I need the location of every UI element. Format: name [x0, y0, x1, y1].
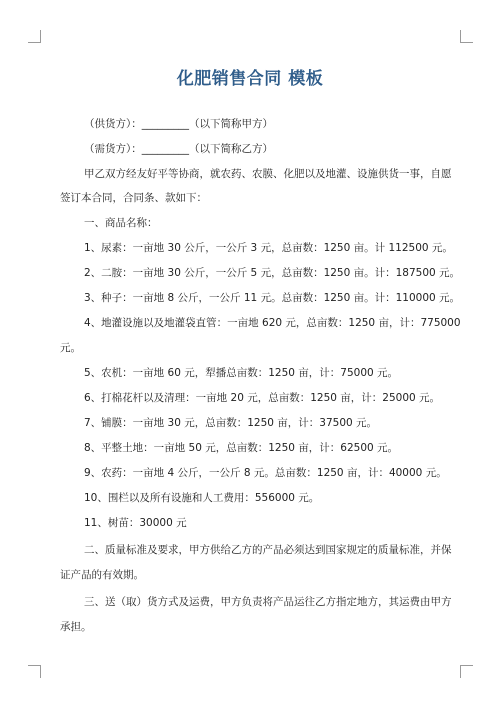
quality-clause-line: 证产品的有效期。 — [60, 569, 144, 581]
product-item: 2、二胺：一亩地 30 公斤，一公斤 5 元，总亩数：1250 亩。计：187500 元。 — [84, 267, 461, 279]
page-corner-mark — [460, 665, 473, 678]
page-corner-mark — [28, 665, 41, 678]
quality-clause-line: 二、质量标准及要求，甲方供给乙方的产品必须达到国家规定的质量标准，并保 — [84, 544, 452, 556]
page-corner-mark — [460, 30, 473, 43]
product-item: 4、地灌设施以及地灌袋直管：一亩地 620 元，总亩数：1250 亩，计：775000 — [84, 317, 461, 329]
delivery-clause-line: 三、送（取）货方式及运费，甲方负责将产品运往乙方指定地方，其运费由甲方 — [84, 596, 452, 608]
product-item: 6、打棉花杆以及清理：一亩地 20 元，总亩数：1250 亩，计：25000 元。 — [84, 392, 441, 404]
section-heading: 一、商品名称： — [84, 217, 158, 229]
product-item: 5、农机：一亩地 60 元，犁播总亩数：1250 亩，计：75000 元。 — [84, 367, 399, 379]
intro-paragraph-line: 签订本合同，合同条、款如下： — [60, 192, 207, 204]
product-item: 7、铺膜：一亩地 30 元，总亩数：1250 亩，计：37500 元。 — [84, 417, 378, 429]
intro-paragraph-line: 甲乙双方经友好平等协商，就农药、农膜、化肥以及地灌、设施供货一事，自愿 — [84, 168, 452, 180]
product-item: 11、树苗：30000 元 — [84, 517, 187, 529]
product-item: 1、尿素：一亩地 30 公斤，一公斤 3 元，总亩数：1250 亩。计 112500 元。 — [84, 242, 453, 254]
product-item: 9、农药：一亩地 4 公斤，一公斤 8 元。总亩数：1250 亩，计：40000 元。 — [84, 467, 447, 479]
page-corner-mark — [28, 30, 41, 43]
supplier-line: （供货方）：_________（以下简称甲方） — [84, 118, 273, 130]
buyer-line: （需货方）：_________（以下简称乙方） — [84, 143, 273, 155]
document-title: 化肥销售合同 模板 — [176, 69, 324, 89]
product-item: 3、种子：一亩地 8 公斤，一公斤 11 元。总亩数：1250 亩。计：110000 元。 — [84, 292, 461, 304]
product-item: 8、平整土地：一亩地 50 元，总亩数：1250 亩，计：62500 元。 — [84, 442, 399, 454]
product-item-continuation: 元。 — [60, 342, 81, 354]
delivery-clause-line: 承担。 — [60, 621, 92, 633]
product-item: 10、围栏以及所有设施和人工费用：556000 元。 — [84, 492, 320, 504]
